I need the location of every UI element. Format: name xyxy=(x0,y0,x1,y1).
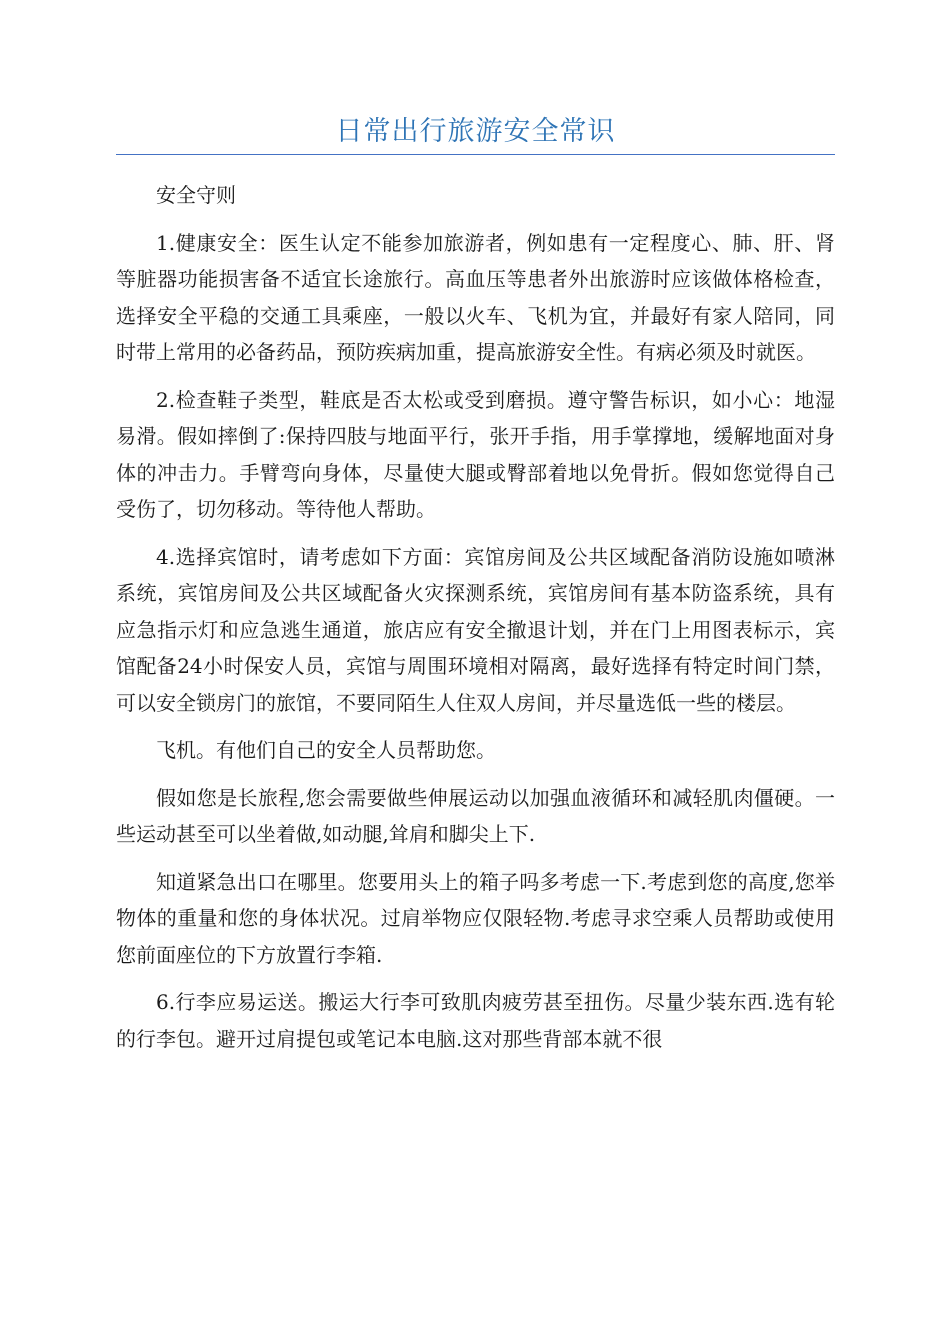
paragraph-health-safety: 1.健康安全：医生认定不能参加旅游者，例如患有一定程度心、肺、肝、肾等脏器功能损害备不适宜长途旅行。高血压等患者外出旅游时应该做体格检查，选择安全平稳的交通工具乘座，一般以火车、飞机为宜，并最好有家人陪同，同时带上常用的必备药品，预防疾病加重，提高旅游安全性。有病必须及时就医。 xyxy=(116,230,835,364)
paragraph-luggage: 6.行李应易运送。搬运大行李可致肌肉疲劳甚至扭伤。尽量少装东西.选有轮的行李包。避开过肩提包或笔记本电脑.这对那些背部本就不很 xyxy=(116,990,835,1051)
paragraph-shoes-falls: 2.检查鞋子类型，鞋底是否太松或受到磨损。遵守警告标识，如小心：地湿易滑。假如摔倒了:保持四肢与地面平行，张开手指，用手掌撑地，缓解地面对身体的冲击力。手臂弯向身体，尽量使大腿或臀部着地以免骨折。假如您觉得自己受伤了，切勿移动。等待他人帮助。 xyxy=(116,387,835,521)
document-title: 日常出行旅游安全常识 xyxy=(335,116,616,147)
document-body xyxy=(116,177,835,1068)
title-underline xyxy=(116,154,835,155)
section-heading: 安全守则 xyxy=(156,183,236,207)
paragraph-airplane-staff: 飞机。有他们自己的安全人员帮助您。 xyxy=(156,738,496,762)
paragraph-hotel-selection: 4.选择宾馆时，请考虑如下方面：宾馆房间及公共区域配备消防设施如喷淋系统，宾馆房间及公共区域配备火灾探测系统，宾馆房间有基本防盗系统，具有应急指示灯和应急逃生通道，旅店应有安全撤退计划，并在门上用图表标示，宾馆配备24小时保安人员，宾馆与周围环境相对隔离，最好选择有特定时间门禁，可以安全锁房门的旅馆，不要同陌生人住双人房间，并尽量选低一些的楼层。 xyxy=(116,544,835,715)
paragraph-long-journey: 假如您是长旅程,您会需要做些伸展运动以加强血液循环和减轻肌肉僵硬。一些运动甚至可以坐着做,如动腿,耸肩和脚尖上下. xyxy=(116,785,835,846)
paragraph-emergency-exit: 知道紧急出口在哪里。您要用头上的箱子吗多考虑一下.考虑到您的高度,您举物体的重量和您的身体状况。过肩举物应仅限轻物.考虑寻求空乘人员帮助或使用您前面座位的下方放置行李箱. xyxy=(116,869,835,967)
